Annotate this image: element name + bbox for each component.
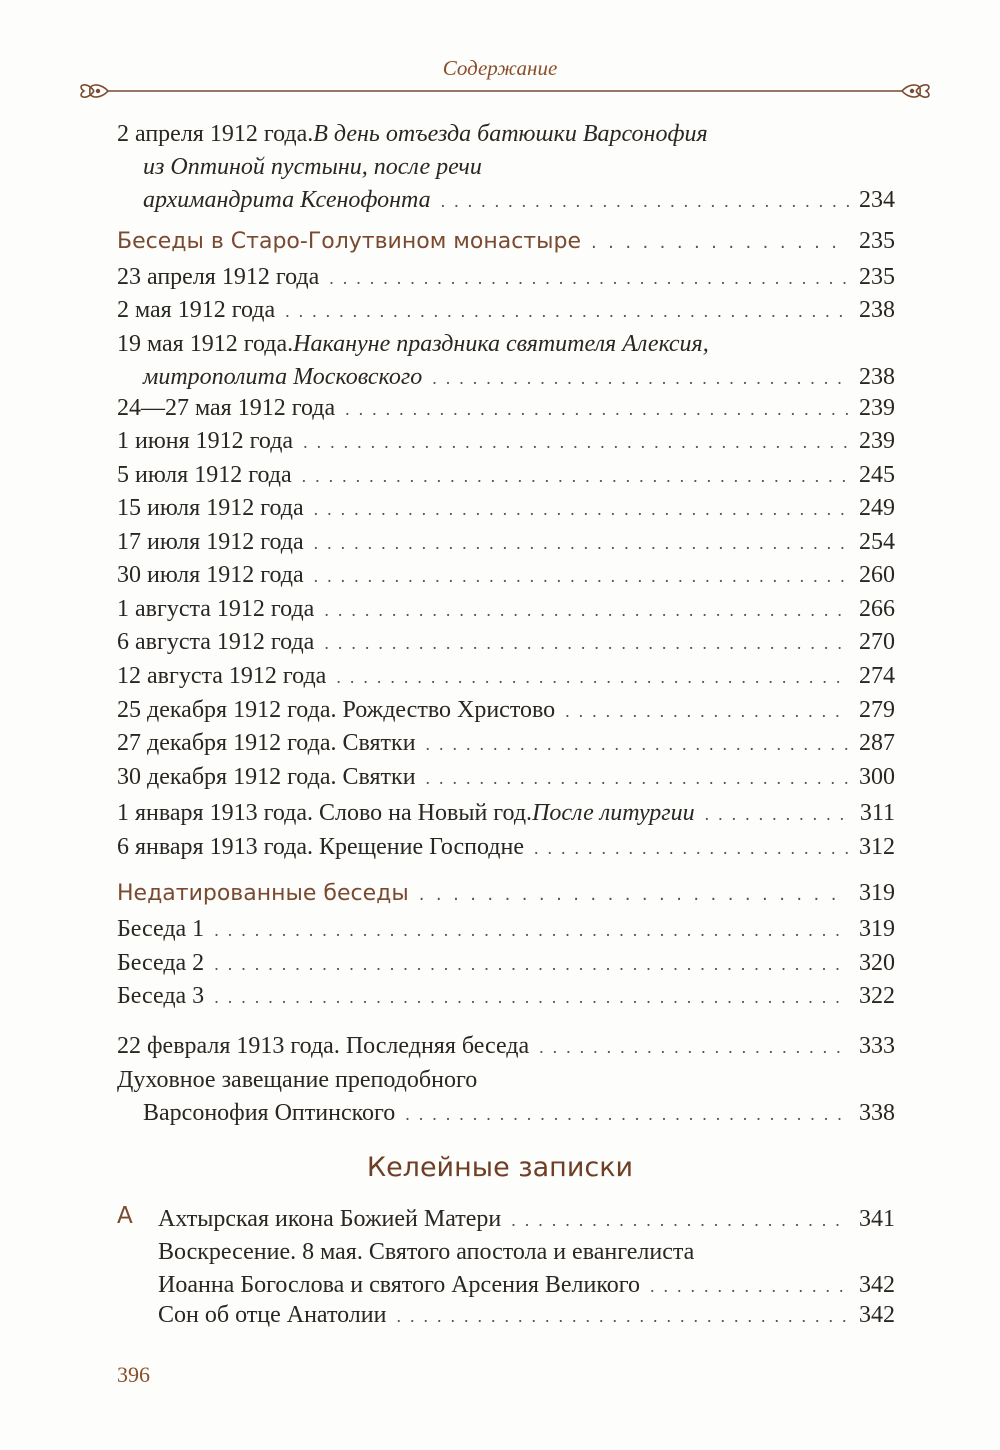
toc-entry[interactable]	[158, 1203, 895, 1237]
entry-title: 2 мая 1912 года	[117, 297, 276, 323]
dot-leader	[329, 261, 849, 295]
toc-entry[interactable]	[117, 913, 895, 947]
page-number: 245	[859, 462, 895, 488]
entry-title: 15 июля 1912 года	[117, 495, 304, 521]
entry-title: Варсонофия Оптинского	[143, 1100, 396, 1126]
entry-subtitle: В день отъезда батюшки Варсонофия	[313, 121, 708, 147]
entry-title: 25 декабря 1912 года. Рождество Христово	[117, 697, 556, 723]
toc-entry[interactable]	[117, 797, 895, 831]
entry-date: 19 мая 1912 года.	[117, 331, 294, 357]
entry-title: 30 декабря 1912 года. Святки	[117, 764, 416, 790]
toc-entry[interactable]	[117, 831, 895, 865]
dot-leader	[432, 361, 849, 395]
page-number: 274	[859, 663, 895, 689]
toc-entry[interactable]	[117, 425, 895, 459]
dot-leader	[539, 1030, 849, 1064]
toc-entry[interactable]	[117, 727, 895, 761]
entry-title: Беседа 1	[117, 916, 205, 942]
toc-entry[interactable]	[117, 1030, 895, 1064]
entry-title: 6 августа 1912 года	[117, 629, 315, 655]
page-number: 319	[859, 880, 895, 906]
dot-leader	[345, 392, 849, 426]
toc-entry[interactable]	[117, 761, 895, 795]
page-number: 266	[859, 596, 895, 622]
page-number: 341	[859, 1206, 895, 1232]
page-number: 238	[859, 297, 895, 323]
page-number: 239	[859, 428, 895, 454]
dot-leader	[214, 980, 849, 1014]
toc-section-heading[interactable]	[117, 877, 895, 911]
entry-title: Беседа 2	[117, 950, 205, 976]
page-number: 342	[859, 1272, 895, 1298]
dot-leader	[324, 593, 849, 627]
page-number: 260	[859, 562, 895, 588]
toc-entry[interactable]	[117, 626, 895, 660]
toc-entry[interactable]	[117, 328, 895, 395]
page-number: 270	[859, 629, 895, 655]
entry-subtitle: После литургии	[532, 800, 695, 826]
dot-leader	[303, 425, 849, 459]
entry-title: 1 августа 1912 года	[117, 596, 315, 622]
page-number: 333	[859, 1033, 895, 1059]
toc-entry[interactable]	[117, 492, 895, 526]
page-number: 234	[859, 187, 895, 213]
entry-title: 1 июня 1912 года	[117, 428, 294, 454]
toc-entry[interactable]	[117, 1064, 895, 1131]
page-number: 312	[859, 834, 895, 860]
section-title: Беседы в Старо-Голутвином монастыре	[117, 229, 581, 254]
dot-leader	[534, 831, 849, 865]
dot-leader	[419, 877, 849, 911]
page-number: 254	[859, 529, 895, 555]
page-number: 311	[859, 800, 895, 826]
dot-leader	[426, 761, 849, 795]
dot-leader	[214, 947, 849, 981]
section-title: Недатированные беседы	[117, 881, 409, 906]
toc-entry[interactable]	[117, 261, 895, 295]
entry-date: 2 апреля 1912 года.	[117, 121, 314, 147]
entry-title: Беседа 3	[117, 983, 205, 1009]
dot-leader	[314, 492, 849, 526]
dot-leader	[314, 526, 849, 560]
page-number: 235	[859, 228, 895, 254]
dot-leader	[324, 626, 849, 660]
toc-entry[interactable]	[117, 694, 895, 728]
toc-entry[interactable]	[117, 526, 895, 560]
page-number: 322	[859, 983, 895, 1009]
entry-title: 6 января 1913 года. Крещение Господне	[117, 834, 525, 860]
toc-entry[interactable]	[117, 660, 895, 694]
page-number: 319	[859, 916, 895, 942]
page-number: 338	[859, 1100, 895, 1126]
toc-entry[interactable]	[117, 947, 895, 981]
page-number: 238	[859, 364, 895, 390]
page-number: 239	[859, 395, 895, 421]
page-number: 342	[859, 1302, 895, 1328]
entry-title: 12 августа 1912 года	[117, 663, 327, 689]
dot-leader	[336, 660, 849, 694]
entry-title: 1 января 1913 года. Слово на Новый год.	[117, 800, 533, 826]
toc-entry[interactable]	[158, 1236, 895, 1303]
toc-entry[interactable]	[117, 559, 895, 593]
dot-leader	[426, 727, 849, 761]
dot-leader	[405, 1097, 849, 1131]
page-number: 320	[859, 950, 895, 976]
dot-leader	[214, 913, 849, 947]
page-number: 279	[859, 697, 895, 723]
toc-section-heading[interactable]	[117, 225, 895, 259]
dot-leader	[441, 184, 849, 218]
part-heading: Келейные записки	[366, 1152, 634, 1183]
entry-title: Ахтырская икона Божией Матери	[158, 1206, 502, 1232]
toc-entry[interactable]	[117, 459, 895, 493]
entry-title: Сон об отце Анатолии	[158, 1302, 387, 1328]
entry-title: 24—27 мая 1912 года	[117, 395, 336, 421]
dot-leader	[591, 225, 849, 259]
entry-subtitle: архимандрита Ксенофонта	[143, 187, 431, 213]
entry-title: 5 июля 1912 года	[117, 462, 292, 488]
toc-entry[interactable]	[117, 392, 895, 426]
entry-title: 27 декабря 1912 года. Святки	[117, 730, 416, 756]
running-header: Содержание	[442, 56, 558, 80]
toc-entry[interactable]	[158, 1299, 895, 1333]
entry-title: Иоанна Богослова и святого Арсения Великого	[158, 1272, 641, 1298]
dot-leader	[511, 1203, 849, 1237]
alphabet-letter: А	[117, 1203, 133, 1229]
entry-title: Воскресение. 8 мая. Святого апостола и евангелиста	[158, 1239, 695, 1265]
dot-leader	[650, 1269, 849, 1303]
dot-leader	[285, 294, 849, 328]
page-number: 235	[859, 264, 895, 290]
entry-title: 17 июля 1912 года	[117, 529, 304, 555]
entry-subtitle: Накануне праздника святителя Алексия,	[293, 331, 709, 357]
dot-leader	[705, 797, 849, 831]
toc-entry[interactable]	[117, 294, 895, 328]
ornament-divider-icon	[80, 74, 930, 108]
page-number: 249	[859, 495, 895, 521]
dot-leader	[314, 559, 849, 593]
entry-subtitle: из Оптиной пустыни, после речи	[143, 154, 482, 180]
entry-title: 30 июля 1912 года	[117, 562, 304, 588]
toc-entry[interactable]	[117, 593, 895, 627]
entry-title: Духовное завещание преподобного	[117, 1067, 478, 1093]
dot-leader	[396, 1299, 849, 1333]
dot-leader	[302, 459, 849, 493]
entry-title: 22 февраля 1913 года. Последняя беседа	[117, 1033, 530, 1059]
page-number: 300	[859, 764, 895, 790]
entry-title: 23 апреля 1912 года	[117, 264, 320, 290]
page-number: 287	[859, 730, 895, 756]
footer-page-number: 396	[117, 1362, 150, 1387]
entry-subtitle: митрополита Московского	[143, 364, 423, 390]
toc-entry[interactable]	[117, 118, 895, 218]
toc-entry[interactable]	[117, 980, 895, 1014]
dot-leader	[565, 694, 849, 728]
